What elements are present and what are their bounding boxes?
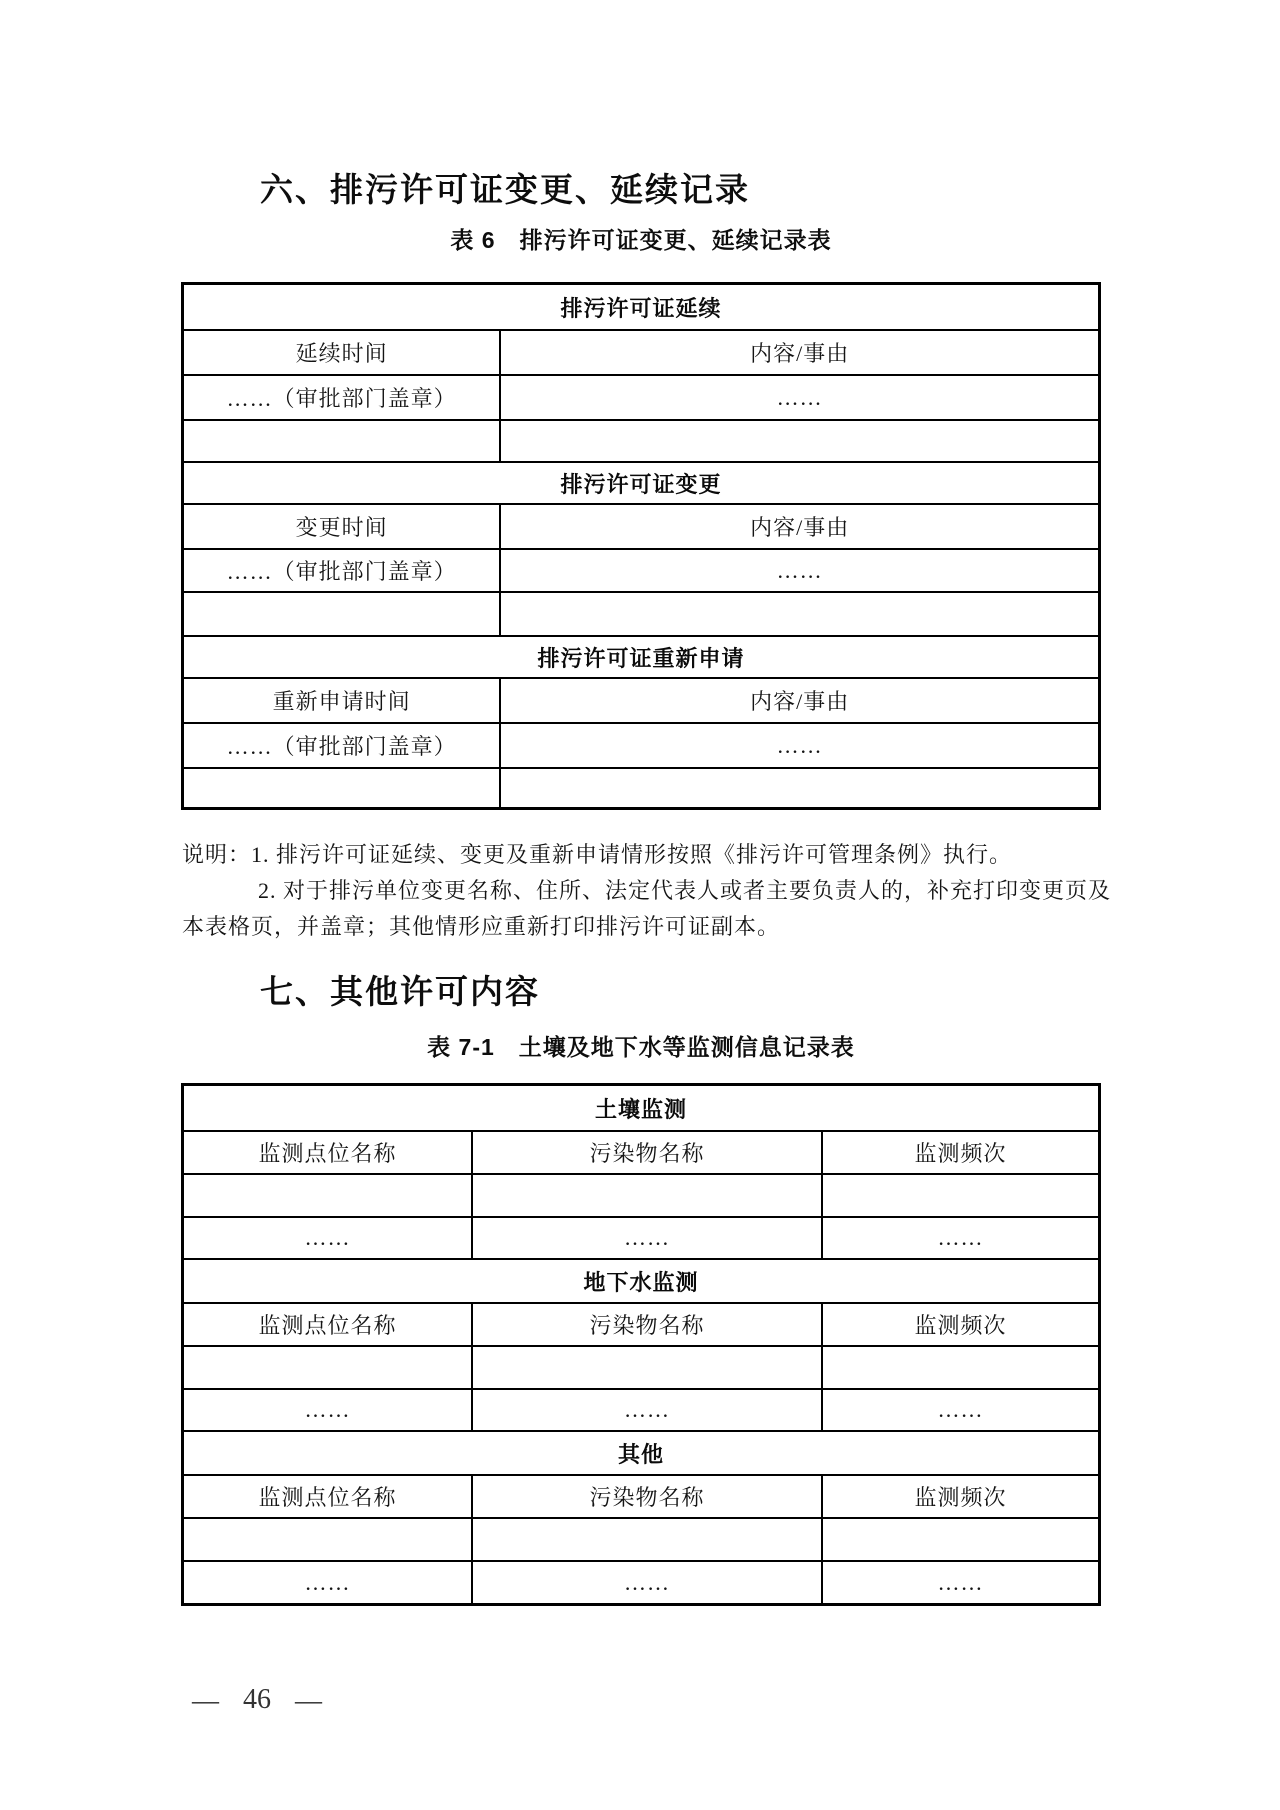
empty-cell bbox=[499, 421, 1098, 461]
table-row bbox=[184, 1474, 1098, 1517]
time-label-cell: 变更时间 bbox=[295, 515, 388, 540]
empty-cell bbox=[184, 1175, 471, 1216]
notes-line-2: 2. 对于排污单位变更名称、住所、法定代表人或者主要负责人的，补充打印变更页及 bbox=[258, 878, 1112, 903]
empty-cell bbox=[821, 1519, 1098, 1560]
page-number: 46 bbox=[243, 1684, 271, 1715]
table-row bbox=[184, 1216, 1098, 1258]
table-row bbox=[184, 548, 1098, 591]
empty-cell bbox=[821, 1347, 1098, 1388]
table-row bbox=[184, 1302, 1098, 1345]
footer-right-dash: — bbox=[295, 1684, 322, 1715]
section-6-heading: 六、排污许可证变更、延续记录 bbox=[260, 171, 750, 208]
empty-cell bbox=[499, 769, 1098, 807]
pollutant-label-cell: 污染物名称 bbox=[471, 1476, 821, 1517]
content-label-cell: 内容/事由 bbox=[499, 331, 1098, 374]
dots-cell: …… bbox=[499, 376, 1098, 419]
dots-cell: …… bbox=[471, 1562, 821, 1603]
table-6-permit-change-renewal bbox=[181, 282, 1101, 810]
dots-cell: …… bbox=[499, 724, 1098, 767]
dots-cell: …… bbox=[304, 1569, 351, 1595]
section-title-cell: 地下水监测 bbox=[583, 1269, 699, 1295]
table-row bbox=[184, 1388, 1098, 1430]
table-row bbox=[184, 461, 1098, 503]
dots-cell: …… bbox=[471, 1390, 821, 1430]
content-label-cell: 内容/事由 bbox=[499, 679, 1098, 722]
dots-cell: …… bbox=[304, 1397, 351, 1422]
frequency-label-cell: 监测频次 bbox=[821, 1476, 1098, 1517]
table-row bbox=[184, 1173, 1098, 1216]
table-row bbox=[184, 635, 1098, 677]
table-row bbox=[184, 722, 1098, 767]
table-row bbox=[184, 767, 1098, 807]
notes-line-3: 本表格页，并盖章；其他情形应重新打印排污许可证副本。 bbox=[182, 914, 781, 939]
empty-cell bbox=[471, 1347, 821, 1388]
table-row bbox=[184, 1345, 1098, 1388]
table-row bbox=[184, 285, 1098, 329]
table-row bbox=[184, 1430, 1098, 1474]
table-row bbox=[184, 374, 1098, 419]
dots-cell: …… bbox=[471, 1218, 821, 1258]
empty-cell bbox=[471, 1519, 821, 1560]
stamp-note-cell: ……（审批部门盖章） bbox=[226, 386, 457, 411]
empty-cell bbox=[184, 1347, 471, 1388]
empty-cell bbox=[499, 593, 1098, 635]
table-row bbox=[184, 1130, 1098, 1173]
section-title-cell: 排污许可证延续 bbox=[560, 295, 722, 321]
empty-cell bbox=[184, 593, 499, 635]
table-row bbox=[184, 503, 1098, 548]
dots-cell: …… bbox=[499, 550, 1098, 591]
section-title-cell: 其他 bbox=[617, 1441, 664, 1467]
section-7-heading: 七、其他许可内容 bbox=[260, 973, 540, 1010]
table-7-1-soil-groundwater-monitoring bbox=[181, 1083, 1101, 1606]
frequency-label-cell: 监测频次 bbox=[821, 1132, 1098, 1173]
table-row bbox=[184, 1517, 1098, 1560]
table-row bbox=[184, 1560, 1098, 1603]
frequency-label-cell: 监测频次 bbox=[821, 1304, 1098, 1345]
table-row bbox=[184, 677, 1098, 722]
table-row bbox=[184, 1086, 1098, 1130]
empty-cell bbox=[184, 769, 499, 807]
table-6-caption: 表 6 排污许可证变更、延续记录表 bbox=[450, 227, 832, 253]
table-row bbox=[184, 1258, 1098, 1302]
section-title-cell: 排污许可证变更 bbox=[560, 471, 722, 497]
table-7-1-caption: 表 7-1 土壤及地下水等监测信息记录表 bbox=[427, 1034, 855, 1060]
section-title-cell: 排污许可证重新申请 bbox=[537, 645, 745, 671]
table-row bbox=[184, 591, 1098, 635]
pollutant-label-cell: 污染物名称 bbox=[471, 1304, 821, 1345]
empty-cell bbox=[821, 1175, 1098, 1216]
table-row bbox=[184, 419, 1098, 461]
empty-cell bbox=[184, 1519, 471, 1560]
notes-line-1: 说明：1. 排污许可证延续、变更及重新申请情形按照《排污许可管理条例》执行。 bbox=[182, 842, 1013, 867]
footer-left-dash: — bbox=[192, 1684, 219, 1715]
time-label-cell: 重新申请时间 bbox=[272, 689, 411, 714]
point-label-cell: 监测点位名称 bbox=[258, 1485, 397, 1510]
dots-cell: …… bbox=[821, 1390, 1098, 1430]
time-label-cell: 延续时间 bbox=[295, 341, 388, 366]
point-label-cell: 监测点位名称 bbox=[258, 1141, 397, 1166]
content-label-cell: 内容/事由 bbox=[499, 505, 1098, 548]
stamp-note-cell: ……（审批部门盖章） bbox=[226, 559, 457, 584]
stamp-note-cell: ……（审批部门盖章） bbox=[226, 734, 457, 759]
section-title-cell: 土壤监测 bbox=[594, 1096, 687, 1122]
point-label-cell: 监测点位名称 bbox=[258, 1313, 397, 1338]
empty-cell bbox=[471, 1175, 821, 1216]
pollutant-label-cell: 污染物名称 bbox=[471, 1132, 821, 1173]
dots-cell: …… bbox=[821, 1218, 1098, 1258]
page-footer bbox=[192, 1684, 322, 1716]
table-row bbox=[184, 329, 1098, 374]
empty-cell bbox=[184, 421, 499, 461]
dots-cell: …… bbox=[821, 1562, 1098, 1603]
dots-cell: …… bbox=[304, 1225, 351, 1250]
